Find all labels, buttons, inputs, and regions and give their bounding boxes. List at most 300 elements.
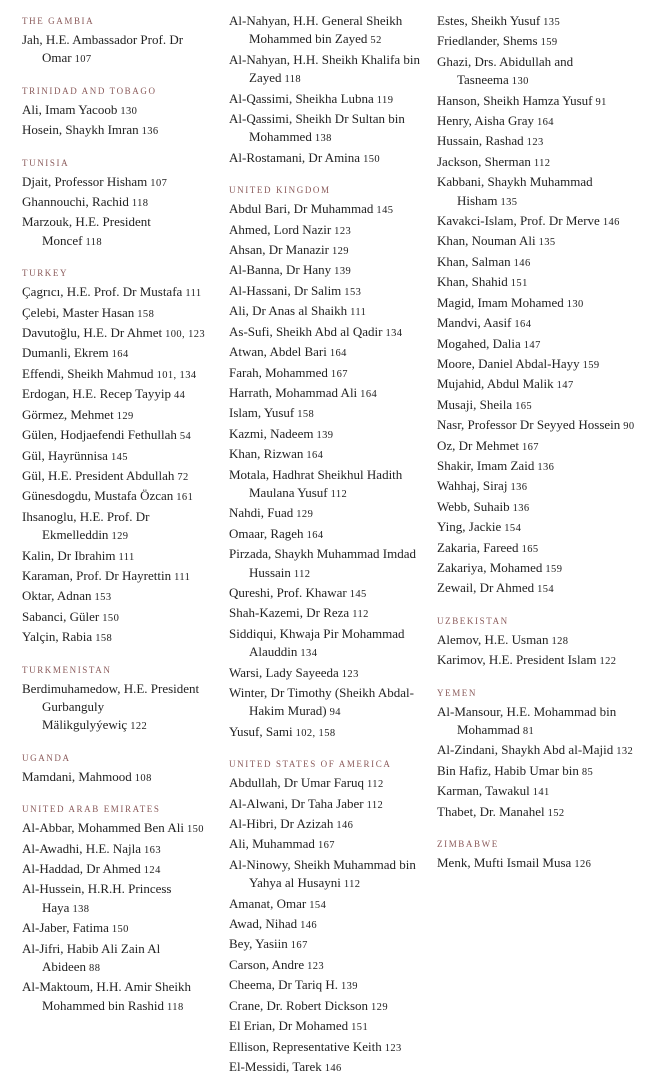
entry-name: Zakaria, Fareed [437, 539, 519, 555]
entry-name: Ellison, Representative Keith [229, 1038, 382, 1054]
index-entry [437, 477, 647, 497]
entry-name: Gül, H.E. President Abdullah [22, 467, 175, 483]
entry-page-numbers: 134 [300, 648, 318, 660]
index-entry [229, 302, 429, 322]
entry-page-numbers: 147 [556, 380, 574, 392]
entry-name: Gül, Hayrünnisa [22, 447, 108, 463]
index-entry [229, 956, 429, 976]
index-entry [437, 375, 647, 395]
index-entry [229, 404, 429, 424]
entry-page-numbers: 118 [131, 198, 149, 210]
entry-name: Al-Qassimi, Sheikh Dr Sultan bin Mohammed [229, 111, 405, 145]
country-section [229, 181, 429, 743]
entry-page-numbers: 153 [94, 592, 112, 604]
entry-page-numbers: 124 [143, 865, 161, 876]
index-entry [22, 587, 212, 607]
entry-page-numbers: 100, 123 [165, 329, 206, 341]
entry-name: Warsi, Lady Sayeeda [229, 664, 339, 680]
entry-name: Mamdani, Mahmood [22, 768, 132, 784]
country-heading: TURKMENISTAN [22, 664, 112, 675]
entry-page-numbers: 159 [545, 563, 563, 575]
index-entry [22, 406, 212, 426]
entry-page-numbers: 167 [330, 368, 348, 380]
entry-name: Çelebi, Master Hasan [22, 304, 135, 320]
index-entry [22, 304, 212, 324]
entry-name: Davutoğlu, H.E. Dr Ahmet [22, 325, 163, 341]
entry-page-numbers: 122 [130, 721, 148, 733]
entry-name: Cheema, Dr Tariq H. [229, 977, 338, 993]
index-entry [229, 200, 429, 220]
entry-name: Al-Alwani, Dr Taha Jaber [229, 795, 364, 811]
entry-page-numbers: 112 [533, 157, 551, 169]
entry-name: Crane, Dr. Robert Dickson [229, 997, 369, 1013]
entry-page-numbers: 107 [150, 177, 168, 189]
entry-name: El-Messidi, Tarek [229, 1058, 322, 1074]
entry-name: Hussain, Rashad [437, 133, 524, 149]
index-entry [22, 324, 212, 344]
country-section [22, 661, 212, 737]
entry-page-numbers: 123 [526, 137, 544, 149]
country-heading: UNITED STATES OF AMERICA [229, 759, 392, 770]
entry-page-numbers: 164 [329, 348, 347, 360]
entry-name: Al-Hibri, Dr Azizah [229, 816, 334, 832]
index-entry [229, 384, 429, 404]
entry-page-numbers: 147 [523, 339, 541, 351]
index-entry [437, 559, 647, 579]
index-entry [22, 31, 212, 70]
entry-name: Dumanli, Ekrem [22, 345, 109, 361]
index-entry [437, 232, 647, 252]
entry-page-numbers: 123 [384, 1042, 402, 1054]
entry-page-numbers: 150 [186, 824, 204, 836]
entry-page-numbers: 91 [595, 96, 607, 108]
index-entry [229, 323, 429, 343]
country-section [437, 12, 647, 600]
entry-name: Al-Abbar, Mohammed Ben Ali [22, 820, 184, 836]
entry-name: Mandvi, Aasif [437, 315, 512, 331]
entry-name: Al-Hassani, Dr Salim [229, 282, 342, 298]
entry-page-numbers: 154 [309, 899, 327, 911]
entry-page-numbers: 146 [336, 820, 354, 832]
entry-name: Mogahed, Dalia [437, 335, 521, 351]
index-entry [437, 273, 647, 293]
entry-name: Mujahid, Abdul Malik [437, 376, 554, 392]
index-entry [22, 173, 212, 193]
index-entry [437, 92, 647, 112]
index-entry [229, 935, 429, 955]
entry-name: Ghannouchi, Rachid [22, 194, 129, 210]
entry-page-numbers: 158 [95, 633, 113, 645]
entry-name: Oktar, Adnan [22, 588, 92, 604]
entry-name: Al-Jaber, Fatima [22, 920, 109, 936]
index-entry [229, 282, 429, 302]
index-entry [437, 335, 647, 355]
index-entry [229, 466, 429, 505]
index-column-3 [437, 12, 647, 886]
index-entry [22, 508, 212, 547]
entry-page-numbers: 151 [510, 278, 528, 290]
entry-name: Zewail, Dr Ahmed [437, 580, 535, 596]
entry-name: Kalin, Dr Ibrahim [22, 547, 116, 563]
entry-page-numbers: 145 [110, 451, 128, 463]
entry-name: Ying, Jackie [437, 519, 502, 535]
entry-page-numbers: 129 [116, 410, 134, 422]
entry-name: Khan, Salman [437, 253, 511, 269]
entry-name: Ahmed, Lord Nazir [229, 221, 332, 237]
index-entry [229, 584, 429, 604]
entry-page-numbers: 112 [293, 568, 311, 580]
entry-page-numbers: 138 [314, 133, 332, 145]
entry-page-numbers: 139 [334, 266, 352, 278]
entry-page-numbers: 136 [510, 482, 528, 494]
country-heading: UNITED KINGDOM [229, 185, 331, 196]
entry-page-numbers: 150 [363, 153, 381, 165]
entry-name: Ahsan, Dr Manazir [229, 242, 329, 258]
entry-page-numbers: 145 [376, 205, 394, 217]
entry-name: Al-Haddad, Dr Ahmed [22, 861, 141, 876]
index-entry [229, 445, 429, 465]
entry-name: Zakariya, Mohamed [437, 559, 543, 575]
index-entry [437, 294, 647, 314]
index-entry [22, 547, 212, 567]
country-section [22, 800, 212, 1017]
entry-page-numbers: 129 [111, 531, 129, 543]
entry-name: Ali, Imam Yacoob [22, 101, 118, 117]
index-entry [437, 539, 647, 559]
entry-name: Erdogan, H.E. Recep Tayyip [22, 386, 172, 402]
entry-page-numbers: 151 [351, 1022, 369, 1034]
index-entry [437, 854, 647, 874]
entry-name: Karman, Tawakul [437, 783, 530, 799]
index-column-1 [22, 12, 212, 1029]
entry-name: Kabbani, Shaykh Muhammad Hisham [437, 174, 593, 208]
country-heading: TRINIDAD AND TOBAGO [22, 85, 157, 96]
entry-page-numbers: 138 [72, 903, 90, 915]
entry-name: Al-Rostamani, Dr Amina [229, 149, 361, 165]
entry-page-numbers: 135 [543, 17, 561, 28]
entry-name: Pirzada, Shaykh Muhammad Imdad Hussain [229, 546, 417, 580]
index-entry [437, 53, 647, 92]
entry-name: Harrath, Mohammad Ali [229, 384, 358, 400]
index-entry [229, 343, 429, 363]
entry-page-numbers: 135 [500, 196, 518, 208]
entry-name: Oz, Dr Mehmet [437, 437, 519, 453]
entry-name: Gülen, Hodjaefendi Fethullah [22, 427, 177, 443]
entry-name: Al-Banna, Dr Hany [229, 262, 332, 278]
index-entry [22, 385, 212, 405]
entry-page-numbers: 150 [111, 924, 129, 936]
entry-page-numbers: 164 [360, 388, 378, 400]
entry-page-numbers: 139 [316, 429, 334, 441]
entry-page-numbers: 167 [521, 441, 539, 453]
index-entry [22, 840, 212, 860]
entry-page-numbers: 159 [540, 37, 558, 49]
entry-name: Nahdi, Fuad [229, 505, 294, 521]
index-entry [437, 12, 647, 32]
index-entry [437, 703, 647, 742]
entry-name: Musaji, Sheila [437, 396, 513, 412]
entry-name: Al-Hussein, H.R.H. Princess Haya [22, 881, 172, 915]
entry-name: Bin Hafiz, Habib Umar bin [437, 762, 579, 778]
index-entry [229, 997, 429, 1017]
entry-name: Karimov, H.E. President Islam [437, 652, 597, 668]
entry-name: Al-Mansour, H.E. Mohammad bin Mohammad [437, 703, 617, 737]
entry-name: Al-Awadhi, H.E. Najla [22, 840, 142, 856]
entry-name: Shah-Kazemi, Dr Reza [229, 605, 350, 621]
index-entry [22, 344, 212, 364]
index-entry [229, 625, 429, 664]
index-entry [22, 426, 212, 446]
index-entry [229, 149, 429, 169]
entry-page-numbers: 128 [551, 635, 569, 647]
entry-page-numbers: 102, 158 [295, 727, 336, 739]
index-entry [22, 467, 212, 487]
index-entry [22, 567, 212, 587]
entry-name: Al-Qassimi, Sheikha Lubna [229, 90, 374, 106]
entry-page-numbers: 126 [574, 859, 592, 871]
entry-name: Ihsanoglu, H.E. Prof. Dr Ekmelleddin [22, 508, 150, 543]
index-column-2 [229, 12, 429, 1090]
entry-name: Abdullah, Dr Umar Faruq [229, 775, 365, 791]
index-entry [229, 895, 429, 915]
index-entry [229, 1017, 429, 1037]
index-entry [22, 608, 212, 628]
index-entry [437, 631, 647, 651]
index-entry [22, 365, 212, 385]
country-heading: UGANDA [22, 752, 71, 763]
entry-name: Omaar, Rageh [229, 525, 304, 541]
entry-name: Ali, Muhammad [229, 836, 315, 852]
index-entry [229, 604, 429, 624]
country-heading: UNITED ARAB EMIRATES [22, 804, 161, 815]
entry-name: Ghazi, Drs. Abidullah and Tasneema [437, 53, 574, 88]
entry-page-numbers: 165 [515, 400, 533, 412]
entry-page-numbers: 54 [179, 431, 192, 443]
entry-page-numbers: 154 [504, 523, 522, 535]
country-heading: TUNISIA [22, 157, 70, 168]
entry-page-numbers: 135 [538, 237, 556, 249]
entry-page-numbers: 146 [602, 217, 620, 229]
entry-page-numbers: 164 [537, 117, 554, 129]
country-section [22, 82, 212, 142]
index-entry [437, 212, 647, 232]
entry-name: Djait, Professor Hisham [22, 173, 148, 189]
entry-name: Nasr, Professor Dr Seyyed Hossein [437, 417, 621, 433]
entry-name: Al-Maktoum, H.H. Amir Sheikh Mohammed bin Rashid [22, 979, 191, 1013]
entry-name: Al-Zindani, Shaykh Abd al-Majid [437, 742, 614, 758]
entry-name: Thabet, Dr. Manahel [437, 803, 545, 819]
index-entry [229, 51, 429, 90]
index-entry [229, 835, 429, 855]
entry-name: El Erian, Dr Mohamed [229, 1018, 349, 1034]
entry-page-numbers: 122 [599, 656, 617, 668]
entry-page-numbers: 101, 134 [156, 369, 197, 381]
entry-name: Al-Nahyan, H.H. General Sheikh Mohammed bin Zayed [229, 13, 403, 47]
entry-page-numbers: 123 [334, 225, 352, 237]
country-section [22, 154, 212, 253]
index-entry [22, 940, 212, 979]
index-entry [22, 121, 212, 141]
entry-page-numbers: 88 [89, 963, 101, 975]
entry-name: Friedlander, Shems [437, 33, 538, 49]
index-entry [229, 664, 429, 684]
entry-name: Yalçin, Rabia [22, 629, 93, 645]
index-entry [437, 651, 647, 671]
country-heading: ZIMBABWE [437, 839, 499, 850]
index-entry [229, 1038, 429, 1058]
index-entry [229, 795, 429, 815]
country-heading: TURKEY [22, 268, 69, 279]
entry-page-numbers: 146 [300, 920, 318, 932]
entry-page-numbers: 90 [623, 421, 635, 433]
entry-name: Motala, Hadhrat Sheikhul Hadith Maulana Yusuf [229, 466, 403, 500]
index-entry [229, 110, 429, 149]
entry-name: Kazmi, Nadeem [229, 425, 314, 441]
index-entry [229, 915, 429, 935]
index-entry [229, 774, 429, 794]
entry-name: Jah, H.E. Ambassador Prof. Dr Omar [22, 32, 184, 66]
country-heading: UZBEKISTAN [437, 615, 509, 626]
index-entry [437, 498, 647, 518]
entry-page-numbers: 159 [582, 359, 600, 371]
entry-name: Estes, Sheikh Yusuf [437, 13, 541, 28]
entry-page-numbers: 164 [306, 450, 324, 462]
entry-name: Bey, Yasiin [229, 936, 288, 952]
index-entry [229, 425, 429, 445]
entry-name: Al-Jifri, Habib Ali Zain Al Abideen [22, 940, 161, 975]
country-heading: THE GAMBIA [22, 16, 95, 26]
entry-name: As-Sufi, Sheikh Abd al Qadir [229, 323, 383, 339]
entry-page-numbers: 141 [532, 787, 550, 799]
entry-page-numbers: 123 [307, 960, 325, 972]
country-section [437, 835, 647, 874]
entry-page-numbers: 129 [371, 1001, 388, 1013]
entry-name: Marzouk, H.E. President Moncef [22, 214, 151, 248]
index-entry [229, 90, 429, 110]
index-entry [22, 978, 212, 1017]
index-entry [437, 355, 647, 375]
index-entry [229, 504, 429, 524]
index-entry [22, 213, 212, 252]
entry-page-numbers: 139 [340, 981, 358, 993]
entry-name: Al-Nahyan, H.H. Sheikh Khalifa bin Zayed [229, 51, 420, 86]
entry-name: Wahhaj, Siraj [437, 478, 508, 494]
entry-page-numbers: 130 [120, 105, 138, 117]
index-entry [437, 782, 647, 802]
entry-page-numbers: 153 [344, 286, 362, 298]
entry-page-numbers: 145 [349, 588, 367, 600]
entry-name: Winter, Dr Timothy (Sheikh Abdal-Hakim Murad) [229, 685, 414, 719]
entry-name: Atwan, Abdel Bari [229, 344, 327, 360]
index-entry [229, 545, 429, 584]
index-entry [229, 976, 429, 996]
entry-page-numbers: 129 [296, 509, 314, 521]
entry-name: Yusuf, Sami [229, 723, 293, 739]
index-entry [229, 815, 429, 835]
index-entry [437, 132, 647, 152]
entry-name: Berdimuhamedow, H.E. President Gurbanguly Mälikgulyýewiç [22, 680, 200, 733]
entry-name: Hosein, Shaykh Imran [22, 122, 139, 138]
entry-name: Awad, Nihad [229, 916, 298, 932]
index-entry [22, 819, 212, 839]
index-entry [22, 880, 212, 919]
entry-page-numbers: 72 [177, 471, 189, 483]
index-entry [22, 628, 212, 648]
entry-page-numbers: 123 [341, 668, 359, 680]
entry-page-numbers: 94 [329, 707, 341, 719]
entry-name: Menk, Mufti Ismail Musa [437, 855, 572, 871]
entry-page-numbers: 136 [141, 126, 159, 138]
entry-page-numbers: 111 [185, 288, 202, 300]
entry-page-numbers: 119 [376, 94, 394, 106]
index-entry [437, 416, 647, 436]
index-entry [229, 364, 429, 384]
index-entry [437, 32, 647, 52]
country-section [229, 755, 429, 1078]
entry-page-numbers: 136 [512, 502, 530, 514]
entry-page-numbers: 111 [350, 307, 367, 319]
entry-page-numbers: 129 [332, 246, 349, 258]
entry-page-numbers: 111 [118, 551, 135, 563]
entry-page-numbers: 85 [581, 766, 594, 778]
entry-name: Henry, Aisha Gray [437, 113, 534, 129]
country-section [437, 684, 647, 823]
entry-name: Khan, Rizwan [229, 446, 304, 462]
entry-page-numbers: 167 [290, 940, 308, 952]
index-entry [437, 518, 647, 538]
entry-page-numbers: 118 [284, 74, 302, 86]
entry-page-numbers: 146 [324, 1062, 342, 1074]
entry-page-numbers: 111 [174, 571, 191, 583]
index-entry [437, 253, 647, 273]
entry-page-numbers: 154 [537, 584, 555, 596]
index-entry [437, 803, 647, 823]
index-entry [437, 314, 647, 334]
index-entry [22, 283, 212, 303]
entry-page-numbers: 152 [547, 807, 565, 819]
index-entry [437, 762, 647, 782]
entry-name: Günesdogdu, Mustafa Özcan [22, 488, 174, 504]
entry-name: Moore, Daniel Abdal-Hayy [437, 355, 580, 371]
entry-name: Carson, Andre [229, 956, 305, 972]
index-entry [229, 241, 429, 261]
country-section [22, 749, 212, 788]
entry-name: Çagrıcı, H.E. Prof. Dr Mustafa [22, 284, 183, 300]
entry-name: Alemov, H.E. Usman [437, 631, 549, 647]
index-entry [22, 447, 212, 467]
index-entry [437, 173, 647, 212]
entry-page-numbers: 163 [144, 844, 161, 856]
entry-page-numbers: 164 [111, 349, 129, 361]
index-entry [229, 261, 429, 281]
index-entry [22, 193, 212, 213]
index-entry [229, 221, 429, 241]
entry-page-numbers: 107 [74, 54, 92, 66]
entry-page-numbers: 81 [522, 726, 535, 737]
entry-page-numbers: 130 [511, 76, 529, 88]
entry-name: Kavakci-Islam, Prof. Dr Merve [437, 213, 600, 229]
entry-name: Ali, Dr Anas al Shaikh [229, 303, 348, 319]
index-entry [229, 684, 429, 723]
entry-name: Khan, Shahid [437, 274, 508, 290]
entry-page-numbers: 158 [137, 308, 155, 320]
entry-name: Khan, Nouman Ali [437, 233, 536, 249]
entry-page-numbers: 146 [513, 257, 531, 269]
country-section [22, 12, 212, 70]
entry-name: Karaman, Prof. Dr Hayrettin [22, 567, 172, 583]
entry-page-numbers: 112 [330, 488, 348, 500]
entry-page-numbers: 167 [317, 840, 335, 852]
